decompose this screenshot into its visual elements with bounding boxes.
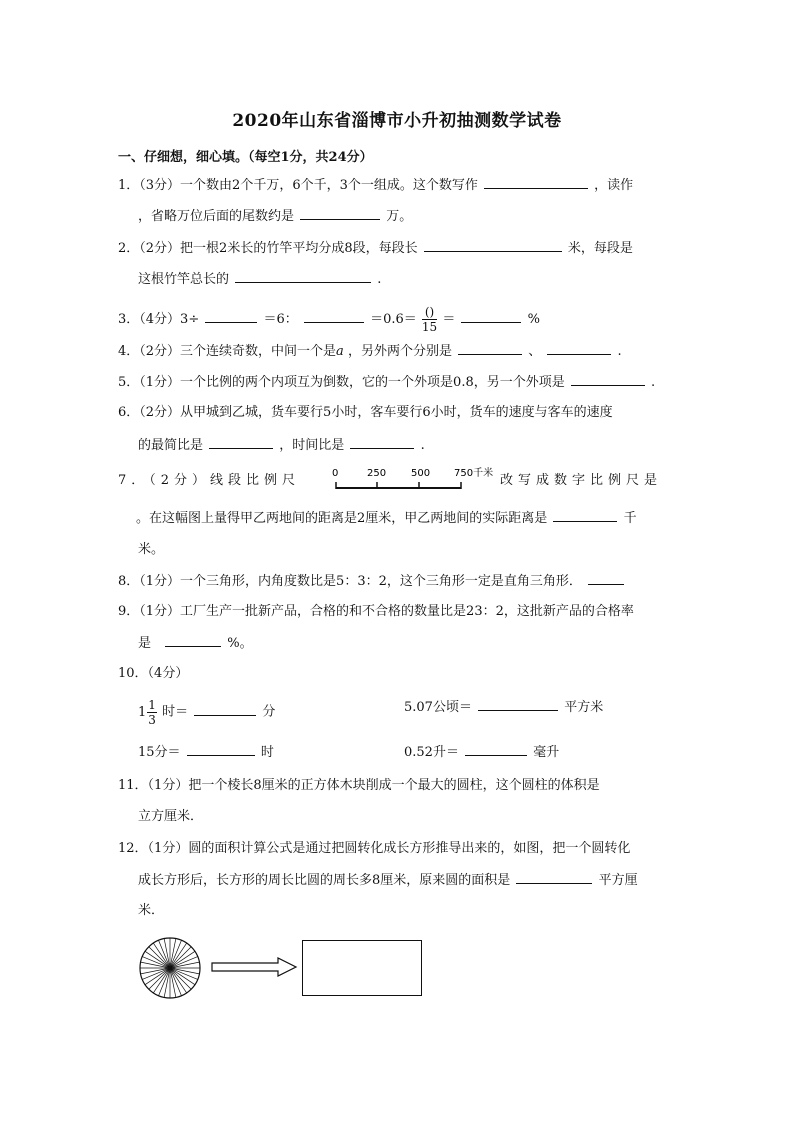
- q1-text-a: 1．（3分）一个数由2个千万，6个千，3个一组成。这个数写作: [118, 178, 478, 193]
- transform-arrow: [210, 956, 298, 978]
- question-2-line-1: [118, 239, 633, 258]
- question-7-line-2: [136, 509, 637, 528]
- scale-tick-label-500: 500: [411, 468, 431, 479]
- q3-text-b: ＝6：: [263, 312, 298, 327]
- q6-text-a: 6．（2分）从甲城到乙城，货车要行5小时，客车要行6小时，货车的速度与客车的速度: [118, 405, 613, 420]
- q10-blank-minutes[interactable]: [194, 703, 256, 716]
- q3-text-c: ＝0.6＝: [370, 312, 417, 327]
- q7-text-a: 7．（2分）线段比例尺: [118, 473, 301, 488]
- q7-text-c: 。在这幅图上量得甲乙两地间的距离是2厘米，甲乙两地间的实际距离是: [136, 511, 548, 526]
- question-1-line-2: [138, 207, 412, 226]
- q6-text-b: 的最简比是: [138, 438, 204, 453]
- scale-tick-label-0: 0: [332, 468, 339, 479]
- question-2-line-2: [138, 270, 381, 289]
- q8-text-a: 8．（1分）一个三角形，内角度数比是5：3：2，这个三角形一定是直角三角形．: [118, 574, 582, 589]
- q4-blank-first[interactable]: [458, 342, 522, 355]
- page-title: 2020年山东省淄博市小升初抽测数学试卷: [232, 111, 562, 131]
- q2-blank-fraction[interactable]: [235, 270, 371, 283]
- q10-r1a-unit2: 分: [262, 704, 276, 720]
- q1-blank-approx[interactable]: [300, 207, 380, 220]
- q10-r2b-a: 0.52升＝: [404, 745, 459, 760]
- transform-arrow-svg: [210, 956, 298, 978]
- q4-variable: a: [336, 344, 344, 359]
- sectored-circle-figure: [138, 936, 202, 1000]
- question-11-line-2: [138, 808, 203, 826]
- q10-blank-ml[interactable]: [465, 743, 527, 756]
- line-scale-figure: [330, 464, 500, 494]
- q3-text-e: %: [527, 312, 540, 327]
- q5-text-b: .: [651, 375, 656, 390]
- q12-blank-area[interactable]: [516, 871, 592, 884]
- question-6-line-1: [118, 404, 613, 422]
- q10-blank-sqm[interactable]: [478, 698, 558, 711]
- q8-blank-judgement[interactable]: [588, 572, 624, 585]
- q6-text-d: .: [420, 438, 425, 453]
- q3-blank-percent[interactable]: [461, 310, 521, 323]
- q10-mixed-number: [138, 698, 158, 727]
- sectored-circle-svg: [138, 936, 202, 1000]
- q12-text-d: 米．: [138, 903, 165, 918]
- q1-text-c: ，省略万位后面的尾数约是: [138, 209, 295, 224]
- q2-text-b: 米，每段是: [567, 241, 633, 256]
- q6-blank-time-ratio[interactable]: [350, 436, 414, 449]
- q6-blank-speed-ratio[interactable]: [209, 436, 273, 449]
- q9-text-c: %。: [227, 636, 253, 651]
- question-11-line-1: [118, 777, 600, 795]
- q10-r1a-unit1: 时＝: [162, 704, 189, 720]
- q3-blank-divisor[interactable]: [205, 310, 257, 323]
- q10-r2b-b: 毫升: [533, 745, 560, 760]
- q5-blank-outer-term[interactable]: [571, 373, 645, 386]
- q3-fraction-denominator: 15: [421, 320, 438, 334]
- scale-bar-svg: [330, 464, 500, 494]
- q2-text-d: .: [377, 272, 382, 287]
- q12-text-c: 平方厘: [598, 873, 638, 888]
- scale-tick-label-750: 750千米: [454, 468, 494, 479]
- q4-text-b: ，另外两个分别是: [347, 344, 452, 359]
- q10-row2-left: [138, 743, 274, 762]
- q2-text-c: 这根竹竿总长的: [138, 272, 230, 287]
- q4-text-a: 4．（2分）三个连续奇数，中间一个是: [118, 344, 337, 359]
- q10-mixed-fraction: [147, 698, 157, 727]
- q12-text-a: 12．（1分）圆的面积计算公式是通过把圆转化成长方形推导出来的，如图，把一个圆转化: [118, 841, 631, 856]
- q2-blank-length[interactable]: [424, 239, 562, 252]
- arrow-shape: [212, 958, 296, 976]
- question-7-line-3: [138, 541, 164, 559]
- question-9-line-1: [118, 603, 634, 621]
- q9-blank-rate[interactable]: [165, 634, 221, 647]
- q2-text-a: 2．（2分）把一根2米长的竹竿平均分成8段，每段长: [118, 241, 418, 256]
- q4-text-d: .: [617, 344, 622, 359]
- question-8-line: [118, 572, 626, 591]
- question-1-line-1: [118, 176, 633, 195]
- q1-text-d: 万。: [386, 209, 413, 224]
- q7-text-e: 米。: [138, 542, 165, 557]
- q7-text-b: 改写成数字比例尺是: [500, 473, 663, 488]
- q10-row1-left: [138, 698, 275, 727]
- q10-r2a-a: 15分＝: [138, 745, 181, 760]
- q4-text-c: 、: [528, 344, 542, 359]
- q7-text-d: 千: [623, 511, 637, 526]
- q10-blank-hours[interactable]: [187, 743, 255, 756]
- question-7-line-1a: [118, 472, 300, 490]
- scale-tick-label-250: 250: [367, 468, 387, 479]
- q10-row1-right: [404, 698, 603, 717]
- question-9-line-2: [138, 634, 253, 653]
- q1-blank-number[interactable]: [484, 176, 588, 189]
- q3-blank-ratio[interactable]: [304, 310, 364, 323]
- question-4-line: [118, 342, 622, 361]
- q10-r2a-b: 时: [260, 745, 274, 760]
- question-12-line-3: [138, 902, 164, 920]
- question-12-line-2: [138, 871, 638, 890]
- q10-fraction-numerator: 1: [148, 698, 156, 712]
- q11-text-a: 11．（1分）把一个棱长8厘米的正方体木块削成一个最大的圆柱，这个圆柱的体积是: [118, 778, 600, 793]
- q1-text-b: ，读作: [594, 178, 634, 193]
- rectangle-figure: [302, 940, 422, 996]
- q11-text-b: 立方厘米．: [138, 809, 204, 824]
- q5-text-a: 5．（1分）一个比例的两个内项互为倒数，它的一个外项是0.8，另一个外项是: [118, 375, 565, 390]
- question-7-line-1b: [500, 472, 662, 490]
- question-10-heading: [118, 665, 188, 683]
- q10-row2-right: [404, 743, 559, 762]
- question-5-line: [118, 373, 655, 392]
- q9-text-a: 9．（1分）工厂生产一批新产品，合格的和不合格的数量比是23：2，这批新产品的合格率: [118, 604, 634, 619]
- q4-blank-second[interactable]: [547, 342, 611, 355]
- question-6-line-2: [138, 436, 425, 455]
- q10-r1b-b: 平方米: [564, 700, 604, 715]
- q10-heading: 10．（4分）: [118, 666, 189, 681]
- q10-r1b-a: 5.07公顷＝: [404, 700, 472, 715]
- q3-text-a: 3．（4分）3÷: [118, 312, 200, 327]
- q6-text-c: ，时间比是: [279, 438, 345, 453]
- q3-fraction-numerator[interactable]: (): [422, 305, 437, 320]
- q10-fraction-denominator: 3: [148, 713, 156, 727]
- q12-text-b: 成长方形后，长方形的周长比圆的周长多8厘米，原来圆的面积是: [138, 873, 511, 888]
- question-12-line-1: [118, 840, 630, 858]
- section-heading: 一、仔细想，细心填。（每空1分，共24分）: [118, 150, 373, 165]
- question-3-line: [118, 305, 540, 334]
- q7-blank-distance[interactable]: [553, 509, 617, 522]
- q9-text-b: 是: [138, 636, 152, 651]
- q10-mixed-whole: 1: [138, 704, 147, 720]
- q3-text-d: ＝: [442, 312, 456, 327]
- q3-fraction: [422, 305, 437, 334]
